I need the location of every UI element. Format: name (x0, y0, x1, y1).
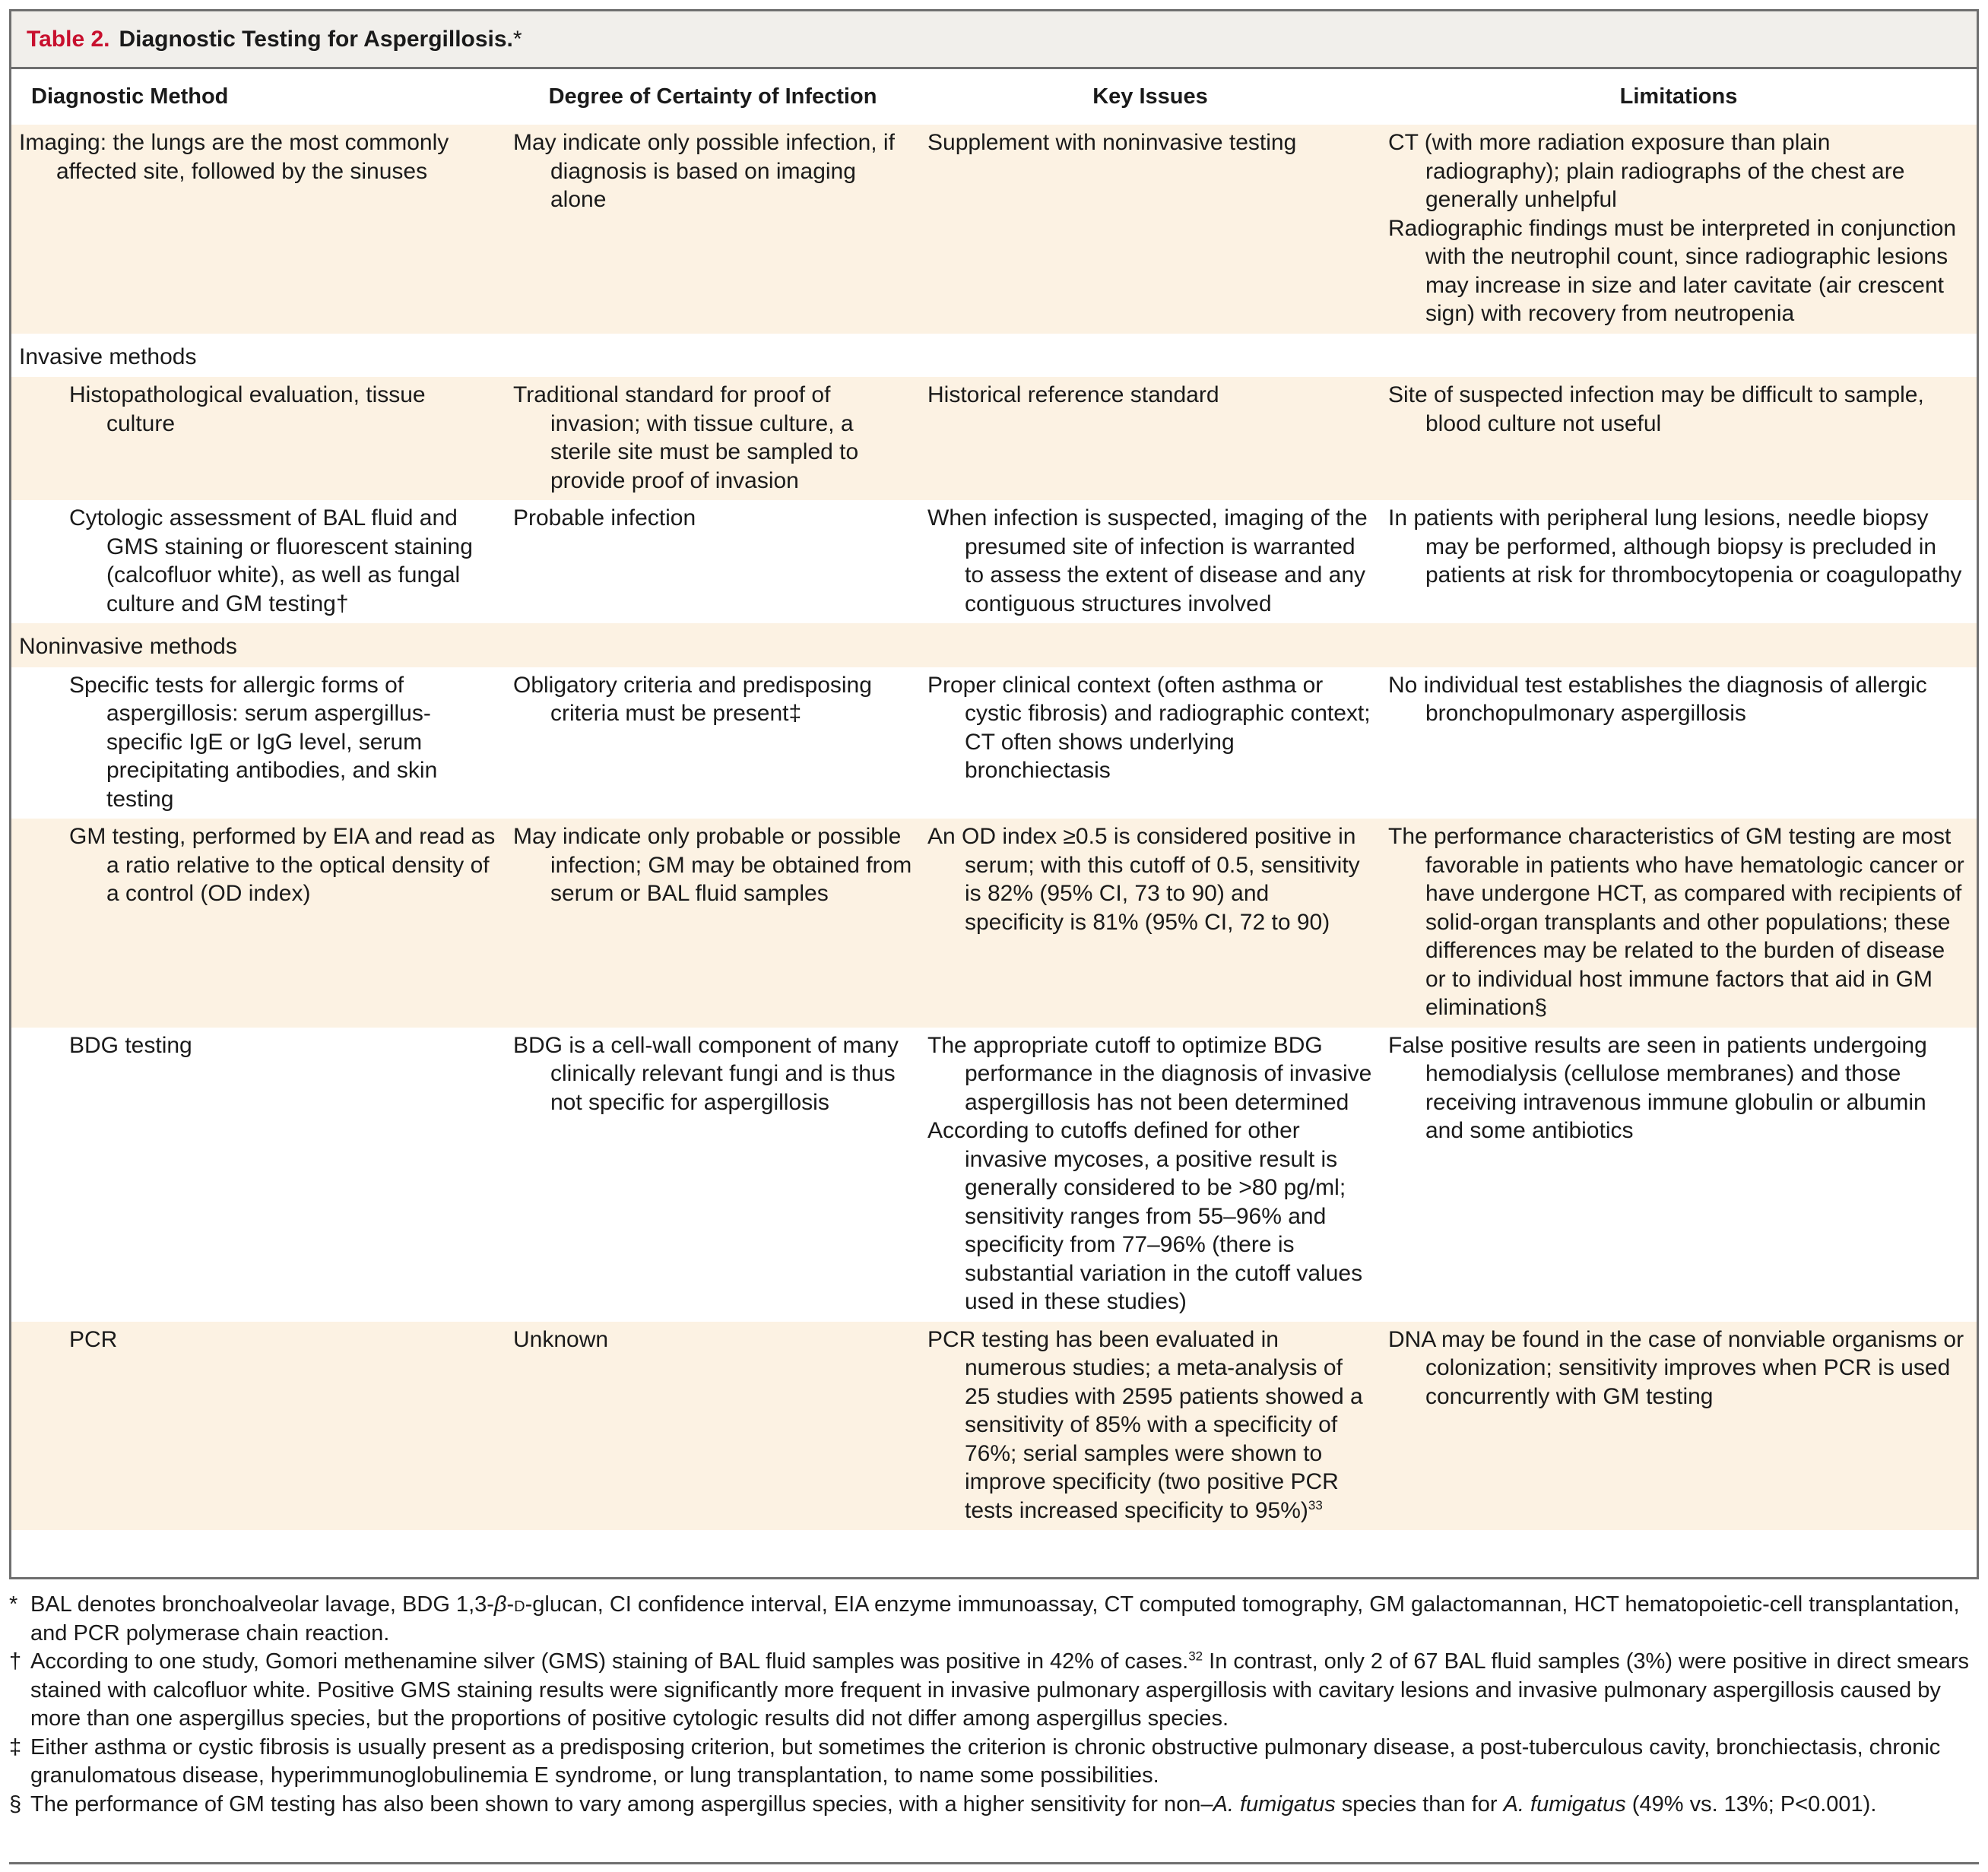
cell-key-issues (920, 667, 1381, 819)
key-issue-body: Proper clinical context (often asthma or cystic fibrosis) and radiographic context; CT often shows underlying bronchiectasis (927, 672, 1371, 783)
footnote-italic: A. fumigatus (1213, 1791, 1336, 1817)
footnote-text: According to one study, Gomori methenamine silver (GMS) staining of BAL fluid samples was positive in 42% of cases. (30, 1649, 1189, 1674)
key-issue-text (927, 381, 1373, 410)
diagnostic-table (11, 69, 1977, 1530)
cell-certainty (506, 377, 920, 500)
table-row (11, 667, 1977, 819)
key-issue-body: Historical reference standard (927, 382, 1219, 407)
table-row (11, 377, 1977, 500)
footnote-symbol: ‡ (9, 1734, 22, 1760)
key-issue-text (927, 1326, 1373, 1525)
method-text: Histopathological evaluation, tissue culture (69, 382, 426, 436)
footnote-text: Either asthma or cystic fibrosis is usually present as a predisposing criterion, but sometimes the criterion is chronic obstructive pulmonary disease, a post-tuberculous cavity, bronchiectasis, chronic granulomatous disease, hyperimmunoglobulinemia E syndrome, or lung transplantation, to name some possibilities. (30, 1734, 1941, 1788)
footnote-text: (49% vs. 13%; P<0.001). (1625, 1791, 1877, 1817)
section-row (11, 623, 1977, 667)
certainty-text: Probable infection (513, 505, 696, 531)
key-issue-text (927, 1117, 1373, 1316)
footnote-text: -glucan, CI confidence interval, EIA enzyme immunoassay, CT computed tomography, GM galactomannan, HCT hematopoietic-cell transplantation, and PCR polymerase chain reaction. (30, 1592, 1960, 1646)
cell-limitations (1381, 125, 1977, 334)
footnote-text: BAL denotes bronchoalveolar lavage, BDG 1,3- (30, 1592, 494, 1617)
cell-key-issues (920, 1028, 1381, 1322)
limitation-text: CT (with more radiation exposure than plain radiography); plain radiographs of the chest are generally unhelpful (1388, 130, 1905, 212)
method-text: Specific tests for allergic forms of aspergillosis: serum aspergillus-specific IgE or IgG level, serum precipitating antibodies, and skin testing (69, 672, 438, 812)
footnotes (9, 1581, 1979, 1819)
cell-certainty (506, 500, 920, 623)
key-issue-body: According to cutoffs defined for other invasive mycoses, a positive result is generally considered to be >80 pg/ml; sensitivity ranges from 55–96% and specificity from 77–96% (there is substantial variation in the cutoff values used in these studies) (927, 1118, 1363, 1314)
header-diagnostic-method: Diagnostic Method (31, 84, 229, 109)
cell-method (11, 377, 506, 500)
footnote-italic: A. fumigatus (1503, 1791, 1626, 1817)
limitation-text: DNA may be found in the case of nonviable organisms or colonization; sensitivity improves when PCR is used concurrently with GM testing (1388, 1326, 1964, 1409)
method-text: Cytologic assessment of BAL fluid and GMS staining or fluorescent staining (calcofluor white), as well as fungal culture and GM testing† (69, 505, 473, 616)
cell-method (11, 1322, 506, 1531)
table-title-text: Diagnostic Testing for Aspergillosis. (119, 26, 513, 52)
key-issue-body: PCR testing has been evaluated in numerous studies; a meta-analysis of 25 studies with 2595 patients showed a sensitivity of 85% with a specificity of 76%; serial samples were shown to improve specificity (two positive PCR tests increased specificity to 95%) (927, 1326, 1363, 1523)
footnote (9, 1648, 1979, 1734)
limitation-text: False positive results are seen in patients undergoing hemodialysis (cellulose membranes) and those receiving intravenous immune globulin or albumin and some antibiotics (1388, 1032, 1927, 1143)
certainty-text: May indicate only possible infection, if diagnosis is based on imaging alone (513, 130, 895, 212)
footnote (9, 1791, 1979, 1820)
cell-certainty (506, 125, 920, 334)
footnote-symbol: § (9, 1791, 22, 1817)
cell-method (11, 1028, 506, 1322)
method-text: PCR (69, 1326, 118, 1352)
cell-limitations (1381, 819, 1977, 1028)
key-issue-body: Supplement with noninvasive testing (927, 130, 1297, 155)
cell-method (11, 819, 506, 1028)
cell-key-issues (920, 819, 1381, 1028)
header-key-issues: Key Issues (1092, 84, 1208, 109)
certainty-text: Unknown (513, 1326, 609, 1352)
key-issue-text (927, 671, 1373, 785)
cell-limitations (1381, 500, 1977, 623)
footnote-text: - (506, 1592, 515, 1617)
cell-limitations (1381, 1322, 1977, 1531)
limitation-text: Radiographic findings must be interpreted in conjunction with the neutrophil count, since radiographic lesions may increase in size and later cavitate (air crescent sign) with recovery from neutropenia (1388, 215, 1957, 326)
limitation-text: The performance characteristics of GM testing are most favorable in patients who have hematologic cancer or have undergone HCT, as compared with recipients of solid-organ transplants and other populations; these differences may be related to the burden of disease or to individual host immune factors that aid in GM elimination§ (1388, 824, 1964, 1020)
cell-certainty (506, 1322, 920, 1531)
cell-key-issues (920, 377, 1381, 500)
limitation-text: In patients with peripheral lung lesions, needle biopsy may be performed, although biopsy is precluded in patients at risk for thrombocytopenia or coagulopathy (1388, 505, 1962, 588)
section-heading: Invasive methods (11, 334, 1977, 378)
reference-number: 33 (1308, 1497, 1323, 1512)
certainty-text: Traditional standard for proof of invasion; with tissue culture, a sterile site must be sampled to provide proof of invasion (513, 382, 859, 493)
footnote (9, 1591, 1979, 1648)
section-row (11, 334, 1977, 378)
header-certainty: Degree of Certainty of Infection (548, 84, 877, 109)
cell-key-issues (920, 1322, 1381, 1531)
table-frame (9, 9, 1979, 1579)
table-row (11, 1322, 1977, 1531)
method-text: Imaging: the lungs are the most commonly affected site, followed by the sinuses (19, 130, 449, 184)
key-issue-body: When infection is suspected, imaging of the presumed site of infection is warranted to assess the extent of disease and any contiguous structures involved (927, 505, 1368, 616)
bottom-rule (9, 1862, 1979, 1864)
cell-certainty (506, 667, 920, 819)
section-heading: Noninvasive methods (11, 623, 1977, 667)
footnote-italic: β (493, 1592, 507, 1617)
cell-method (11, 667, 506, 819)
table-header-row (11, 69, 1977, 125)
cell-certainty (506, 819, 920, 1028)
footnote (9, 1734, 1979, 1791)
table-body (11, 125, 1977, 1530)
footnote-smallcaps: d (514, 1592, 525, 1617)
footnote-text: species than for (1335, 1791, 1504, 1817)
certainty-text: BDG is a cell-wall component of many clinically relevant fungi and is thus not specific for aspergillosis (513, 1032, 899, 1115)
key-issue-body: An OD index ≥0.5 is considered positive in serum; with this cutoff of 0.5, sensitivity is 82% (95% CI, 73 to 90) and specificity is 81% (95% CI, 72 to 90) (927, 824, 1360, 935)
cell-key-issues (920, 125, 1381, 334)
method-text: GM testing, performed by EIA and read as a ratio relative to the optical density of a control (OD index) (69, 824, 496, 906)
table-row (11, 1028, 1977, 1322)
footnote-reference: 32 (1188, 1649, 1203, 1664)
footnote-text: In contrast, only 2 of 67 BAL fluid samples (3%) were positive in direct smears stained with calcofluor white. Positive GMS staining results were significantly more frequent in invasive pulmonary aspergillosis with cavitary lesions and invasive pulmonary aspergillosis caused by more than one aspergillus species, but the proportions of positive cytologic results did not differ among aspergillus species. (30, 1649, 1970, 1731)
footnote-symbol: * (9, 1592, 18, 1617)
table-row (11, 819, 1977, 1028)
certainty-text: May indicate only probable or possible infection; GM may be obtained from serum or BAL fluid samples (513, 824, 912, 906)
table-title (119, 27, 522, 52)
table-row (11, 125, 1977, 334)
key-issue-text (927, 822, 1373, 936)
cell-limitations (1381, 667, 1977, 819)
key-issue-text (927, 128, 1373, 157)
cell-certainty (506, 1028, 920, 1322)
footnote-symbol: † (9, 1649, 22, 1674)
key-issue-text (927, 504, 1373, 618)
key-issue-text (927, 1031, 1373, 1117)
footnote-text: The performance of GM testing has also been shown to vary among aspergillus species, with a higher sensitivity for non– (30, 1791, 1213, 1817)
key-issue-body: The appropriate cutoff to optimize BDG performance in the diagnosis of invasive aspergillosis has not been determined (927, 1032, 1372, 1115)
cell-method (11, 125, 506, 334)
certainty-text: Obligatory criteria and predisposing criteria must be present‡ (513, 672, 872, 726)
limitation-text: No individual test establishes the diagnosis of allergic bronchopulmonary aspergillosis (1388, 672, 1927, 726)
cell-limitations (1381, 377, 1977, 500)
table-label: Table 2. (27, 26, 110, 52)
method-text: BDG testing (69, 1032, 192, 1058)
header-limitations: Limitations (1619, 84, 1738, 109)
table-title-bar (11, 11, 1977, 69)
cell-method (11, 500, 506, 623)
cell-limitations (1381, 1028, 1977, 1322)
table-title-mark: * (512, 26, 522, 52)
table-row (11, 500, 1977, 623)
limitation-text: Site of suspected infection may be difficult to sample, blood culture not useful (1388, 382, 1924, 436)
cell-key-issues (920, 500, 1381, 623)
